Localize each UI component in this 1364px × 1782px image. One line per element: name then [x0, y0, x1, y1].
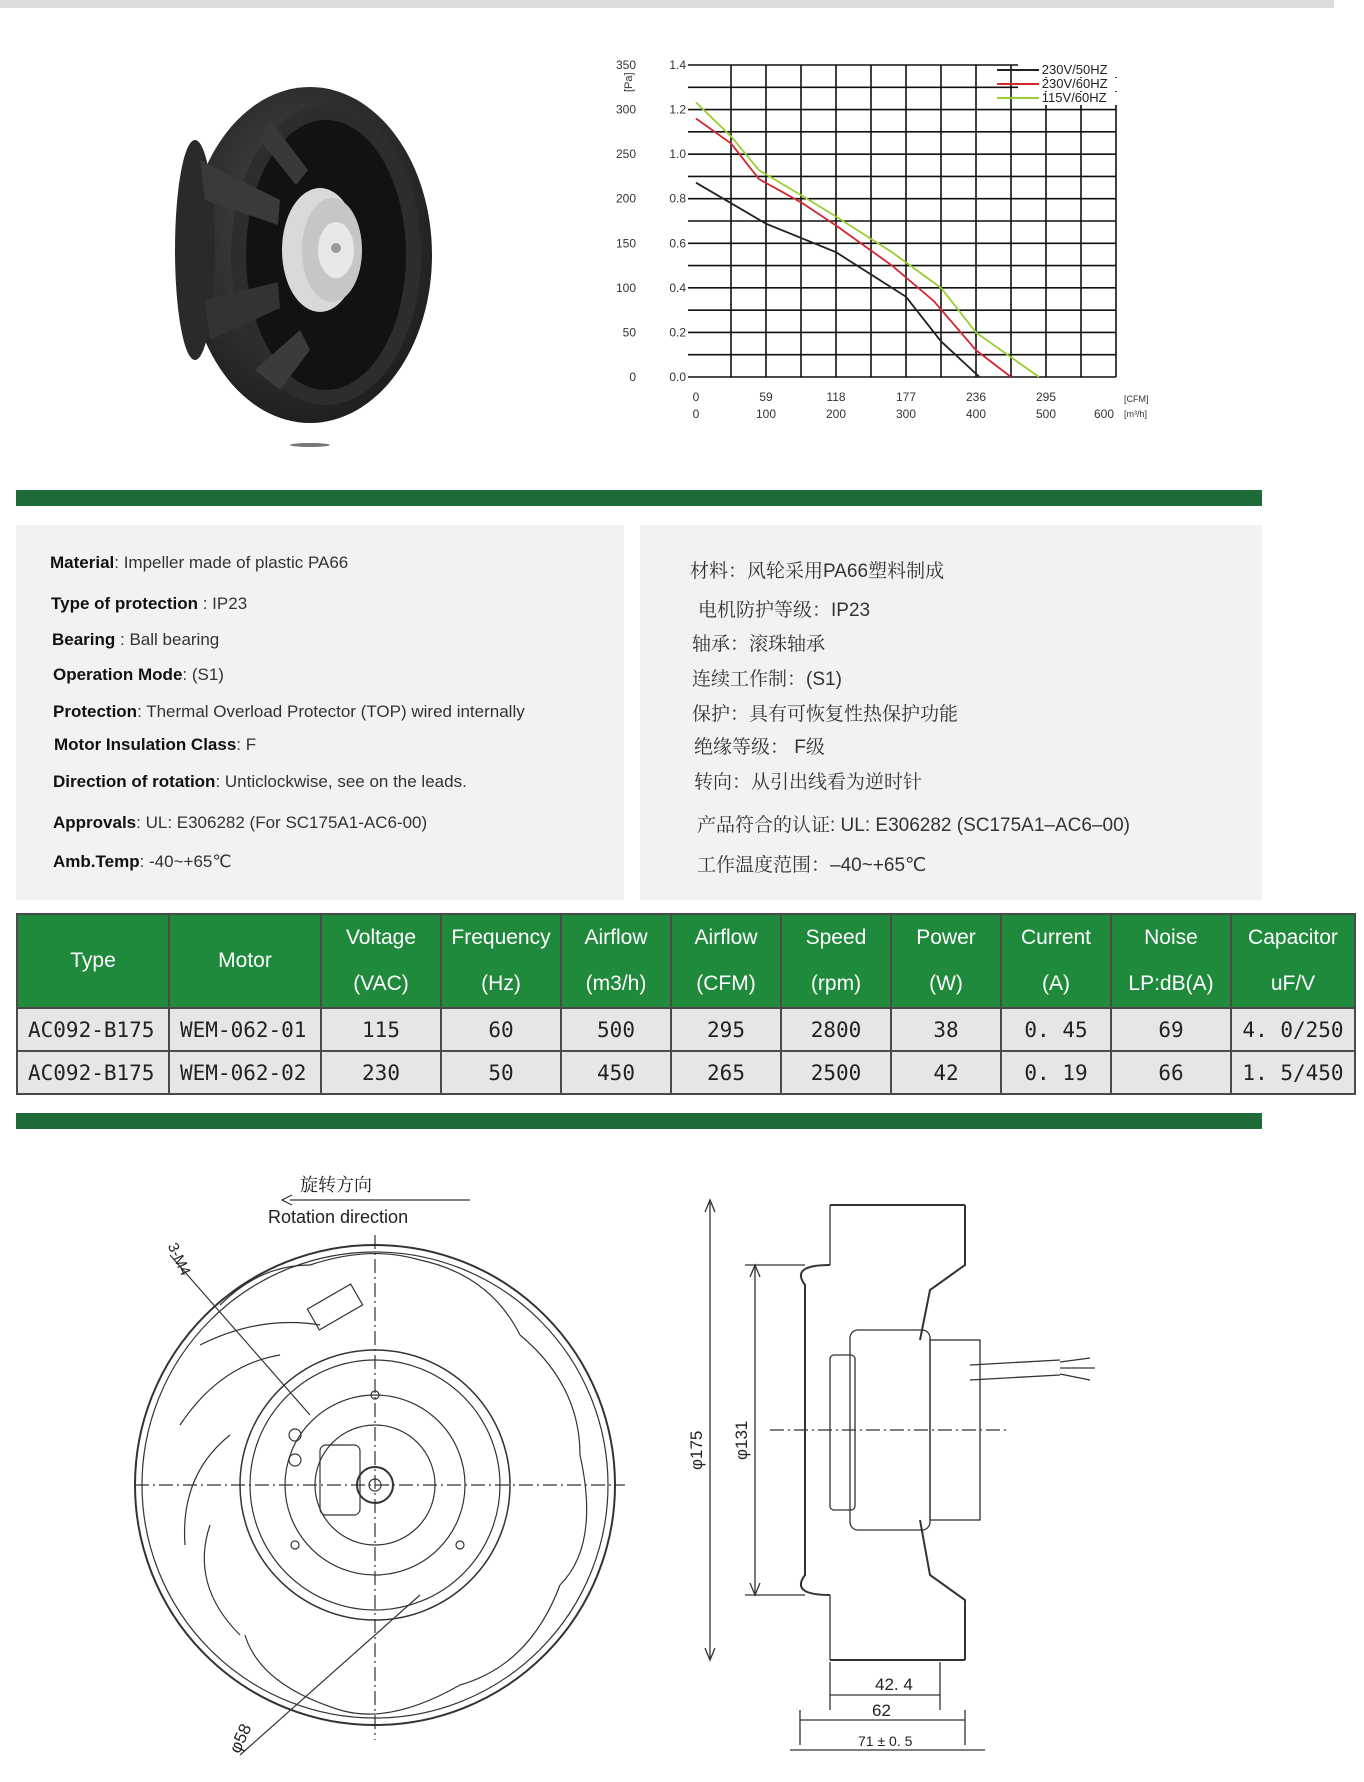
table-cell: 1. 5/450 [1231, 1051, 1355, 1094]
header-line-2: (rpm) [810, 972, 862, 995]
table-cell: WEM-062-01 [169, 1008, 321, 1051]
spec-en-label: Amb.Temp [53, 852, 140, 871]
x-bottom-tick-label: 500 [1035, 407, 1057, 421]
table-header-cell [561, 914, 671, 1008]
outer-diameter-label: φ175 [687, 1430, 706, 1470]
spec-en-item [53, 702, 525, 722]
table-cell: 500 [561, 1008, 671, 1051]
dimension-62: 62 [872, 1701, 891, 1720]
table-cell: 38 [891, 1008, 1001, 1051]
spec-cn-item: 保护：具有可恢复性热保护功能 [692, 704, 959, 725]
table-cell: 450 [561, 1051, 671, 1094]
spec-en-item [54, 735, 256, 755]
x-bottom-tick-label: 300 [895, 407, 917, 421]
table-header-cell [891, 914, 1001, 1008]
chart-grid [688, 65, 1116, 377]
header-line-2: (CFM) [696, 972, 756, 995]
x-bottom-tick-label: 400 [965, 407, 987, 421]
table-header-cell [1111, 914, 1231, 1008]
x-bottom-tick-label: 0 [692, 407, 700, 421]
header-line-1: Airflow [694, 926, 758, 949]
table-cell: 66 [1111, 1051, 1231, 1094]
spec-en-value: : Impeller made of plastic PA66 [114, 553, 349, 572]
y-right-tick-label: 1.4 [669, 58, 686, 72]
x-bottom-unit: [m³/h] [1124, 409, 1148, 419]
legend-label: 230V/60HZ [1041, 76, 1108, 91]
header-line-2: uF/V [1270, 972, 1316, 995]
performance-chart [615, 30, 1240, 480]
table-header-cell [1231, 914, 1355, 1008]
spec-en-value: : Thermal Overload Protector (TOP) wired internally [137, 702, 525, 721]
x-bottom-tick-label: 100 [755, 407, 777, 421]
x-top-tick-label: 118 [826, 390, 846, 404]
divider-bar-bottom [16, 1113, 1262, 1129]
spec-en-label: Material [50, 553, 115, 572]
header-line-1: Type [70, 949, 116, 972]
impeller-photo [160, 50, 460, 460]
y-left-tick-label: 50 [622, 325, 636, 340]
spec-en-item [53, 665, 224, 685]
rotation-label-cn: 旋转方向 [300, 1175, 372, 1195]
spec-en-item [53, 813, 427, 833]
spec-en-value: : -40~+65℃ [139, 852, 232, 871]
table-row [17, 1051, 1355, 1094]
dimension-42-4: 42. 4 [875, 1675, 913, 1694]
table-header-cell [671, 914, 781, 1008]
spec-cn-item: 转向：从引出线看为逆时针 [694, 772, 923, 793]
y-left-tick-label: 250 [615, 147, 636, 162]
legend-label: 115V/60HZ [1041, 90, 1107, 105]
table-cell: 230 [321, 1051, 441, 1094]
holes-label: 3-M4 [163, 1240, 194, 1279]
spec-en-value: : F [236, 735, 257, 754]
spec-en-value: : Ball bearing [115, 630, 220, 649]
table-header-cell [321, 914, 441, 1008]
table-header-cell [441, 914, 561, 1008]
header-line-2: (m3/h) [585, 972, 647, 995]
table-header-cell [169, 914, 321, 1008]
table-cell: 0. 45 [1001, 1008, 1111, 1051]
spec-table [16, 913, 1356, 1095]
y-right-tick-label: 0.2 [669, 325, 686, 340]
y-right-tick-label: 0.8 [669, 191, 686, 206]
header-line-1: Frequency [451, 926, 551, 949]
spec-cn-item: 产品符合的认证: UL: E306282 (SC175A1–AC6–00) [697, 815, 1130, 836]
table-header-row [17, 914, 1355, 1008]
table-cell: 2500 [781, 1051, 891, 1094]
header-line-2: LP:dB(A) [1128, 972, 1214, 995]
x-top-tick-label: 0 [692, 390, 700, 404]
table-cell: 50 [441, 1051, 561, 1094]
spec-cn-item: 轴承：滚珠轴承 [692, 634, 826, 655]
y-right-tick-label: 0.6 [669, 236, 686, 251]
table-header-cell [781, 914, 891, 1008]
spec-cn-item: 电机防护等级：IP23 [698, 600, 871, 621]
header-line-1: Motor [218, 949, 272, 972]
x-top-tick-label: 177 [895, 390, 917, 404]
table-row [17, 1008, 1355, 1051]
table-cell: 69 [1111, 1008, 1231, 1051]
spec-cn-item: 连续工作制：(S1) [692, 669, 842, 690]
header-line-1: Current [1020, 926, 1092, 949]
x-top-unit: [CFM] [1124, 394, 1149, 404]
table-cell: AC092-B175 [17, 1008, 169, 1051]
spec-en-item [52, 630, 219, 650]
chart-ticks [616, 58, 1149, 421]
table-header-cell [1001, 914, 1111, 1008]
series-line [696, 183, 980, 377]
hub-diameter-label: φ58 [225, 1720, 256, 1757]
table-cell: 4. 0/250 [1231, 1008, 1355, 1051]
spec-en-item [53, 772, 467, 792]
y-axis-label: [Pa] [623, 72, 635, 92]
spec-en-label: Type of protection [51, 594, 199, 613]
header-line-1: Airflow [584, 926, 648, 949]
table-body [17, 1008, 1355, 1094]
table-cell: 42 [891, 1051, 1001, 1094]
spec-cn-item: 绝缘等级： F级 [694, 737, 825, 758]
spec-en-item [53, 852, 231, 872]
table-cell: 60 [441, 1008, 561, 1051]
x-top-tick-label: 59 [759, 390, 773, 404]
series-line [696, 102, 1039, 377]
y-left-tick-label: 200 [615, 191, 636, 206]
table-cell: 0. 19 [1001, 1051, 1111, 1094]
dimension-71: 71 ± 0. 5 [858, 1733, 913, 1749]
y-left-tick-label: 150 [615, 236, 636, 251]
y-right-tick-label: 0.0 [669, 370, 686, 384]
table-cell: 115 [321, 1008, 441, 1051]
spec-en-value: : UL: E306282 (For SC175A1-AC6-00) [136, 813, 428, 832]
spec-en-value: : Unticlockwise, see on the leads. [215, 772, 467, 791]
table-header-cell [17, 914, 169, 1008]
series-line [696, 118, 1011, 377]
inner-diameter-label: φ131 [732, 1420, 751, 1460]
header-line-2: (W) [929, 972, 963, 995]
y-left-tick-label: 300 [615, 102, 636, 117]
front-view-drawing [120, 1165, 640, 1765]
spec-en-label: Approvals [53, 813, 137, 832]
y-left-tick-label: 350 [615, 58, 636, 72]
spec-en-label: Operation Mode [53, 665, 183, 684]
table-cell: 295 [671, 1008, 781, 1051]
side-view-drawing [680, 1190, 1160, 1760]
chart-lines [696, 102, 1039, 377]
table-cell: 2800 [781, 1008, 891, 1051]
spec-en-label: Protection [53, 702, 138, 721]
header-line-1: Capacitor [1248, 926, 1338, 949]
spec-en-label: Motor Insulation Class [54, 735, 237, 754]
header-line-1: Voltage [345, 926, 417, 949]
y-right-tick-label: 1.2 [669, 102, 686, 117]
header-line-2: (A) [1042, 972, 1070, 995]
spec-en-label: Bearing [52, 630, 116, 649]
rotation-label-en: Rotation direction [268, 1207, 409, 1227]
spec-en-item [51, 594, 247, 614]
divider-bar-top [16, 490, 1262, 506]
table-cell: WEM-062-02 [169, 1051, 321, 1094]
legend-label: 230V/50HZ [1041, 62, 1108, 77]
x-top-tick-label: 236 [965, 390, 987, 404]
header-line-1: Speed [805, 926, 867, 949]
header-line-2: (VAC) [353, 972, 409, 995]
header-line-1: Power [916, 926, 976, 949]
spec-en-label: Direction of rotation [53, 772, 216, 791]
y-right-tick-label: 0.4 [669, 280, 686, 295]
spec-en-value: : (S1) [182, 665, 224, 684]
table-cell: AC092-B175 [17, 1051, 169, 1094]
table-cell: 265 [671, 1051, 781, 1094]
x-top-tick-label: 295 [1035, 390, 1057, 404]
x-bottom-tick-label: 200 [825, 407, 847, 421]
header-line-2: (Hz) [481, 972, 521, 995]
y-left-tick-label: 0 [629, 370, 636, 384]
spec-cn-item: 材料：风轮采用PA66塑料制成 [690, 561, 945, 582]
chart-legend [997, 62, 1144, 105]
spec-en-value: : IP23 [198, 594, 248, 613]
y-right-tick-label: 1.0 [669, 147, 686, 162]
x-bottom-tick-label: 600 [1093, 407, 1115, 421]
spec-cn-item: 工作温度范围：–40~+65℃ [697, 855, 927, 876]
spec-en-item [50, 553, 348, 573]
y-left-tick-label: 100 [615, 280, 636, 295]
top-border [0, 0, 1334, 8]
header-line-1: Noise [1144, 926, 1198, 949]
